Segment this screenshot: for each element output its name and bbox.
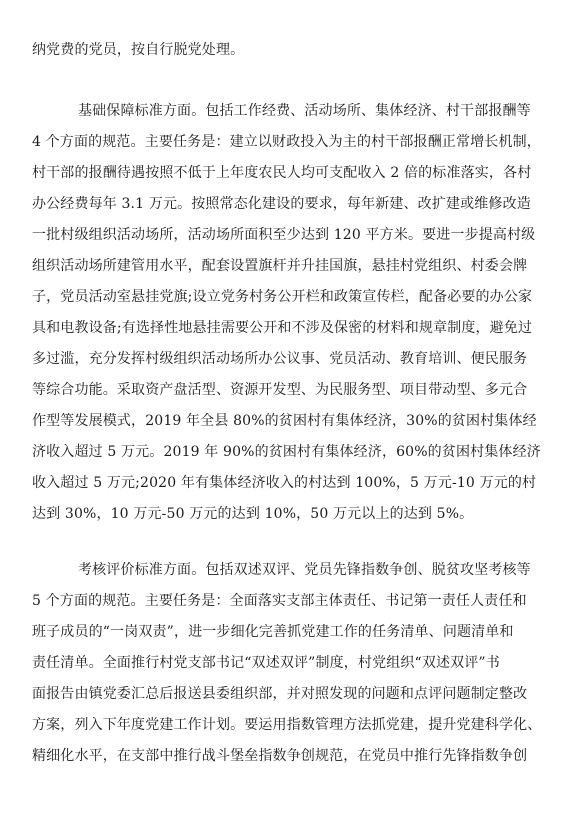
text-line: 组织活动场所建管用水平，配套设置旗杆并升挂国旗，悬挂村党组织、村委会牌	[32, 258, 528, 274]
text-line: 5 个方面的规范。主要任务是：全面落实支部主体责任、书记第一责任人责任和	[32, 593, 527, 609]
text-line: 村干部的报酬待遇按照不低于上年度农民人均可支配收入 2 倍的标准落实，各村	[32, 165, 532, 181]
text-line: 具和电教设备;有选择性地悬挂需要公开和不涉及保密的材料和规章制度，避免过	[32, 320, 533, 336]
text-line: 收入超过 5 万元;2020 年有集体经济收入的村达到 100%，5 万元-10 万元的村	[32, 475, 537, 491]
text-line: 多过滥，充分发挥村级组织活动场所办公议事、党员活动、教育培训、便民服务	[32, 351, 528, 367]
paragraph-first-line: 基础保障标准方面。包括工作经费、活动场所、集体经济、村干部报酬等	[78, 103, 531, 119]
text-line: 面报告由镇党委汇总后报送县委组织部，并对照发现的问题和点评问题制定整改	[32, 686, 528, 702]
text-line: 办公经费每年 3.1 万元。按照常态化建设的要求，每年新建、改扩建或维修改造	[32, 196, 531, 212]
text-line: 等综合功能。采取资产盘活型、资源开发型、为民服务型、项目带动型、多元合	[32, 382, 528, 398]
text-line: 班子成员的“一岗双责”，进一步细化完善抓党建工作的任务清单、问题清单和	[32, 624, 514, 640]
text-line: 达到 30%，10 万元-50 万元的达到 10%，50 万元以上的达到 5%。	[32, 506, 474, 522]
text-line: 纳党费的党员，按自行脱党处理。	[32, 42, 245, 58]
text-line: 一批村级组织活动场所，活动场所面积至少达到 120 平方米。要进一步提高村级	[32, 227, 536, 243]
text-line: 精细化水平，在支部中推行战斗堡垒指数争创规范，在党员中推行先锋指数争创	[32, 748, 528, 764]
text-line: 作型等发展模式，2019 年全县 80%的贫困村有集体经济，30%的贫困村集体经	[32, 413, 537, 429]
text-line: 济收入超过 5 万元。2019 年 90%的贫困村有集体经济，60%的贫困村集体经济	[32, 444, 541, 460]
text-line: 子，党员活动室悬挂党旗;设立党务村务公开栏和政策宣传栏，配备必要的办公家	[32, 289, 533, 305]
text-line: 4 个方面的规范。主要任务是：建立以财政投入为主的村干部报酬正常增长机制，	[32, 134, 541, 150]
paragraph-first-line: 考核评价标准方面。包括双述双评、党员先锋指数争创、脱贫攻坚考核等	[78, 562, 531, 578]
text-line: 方案，列入下年度党建工作计划。要运用指数管理方法抓党建，提升党建科学化、	[32, 717, 542, 733]
text-line: 责任清单。全面推行村党支部书记“双述双评”制度，村党组织“双述双评”书	[32, 655, 500, 671]
